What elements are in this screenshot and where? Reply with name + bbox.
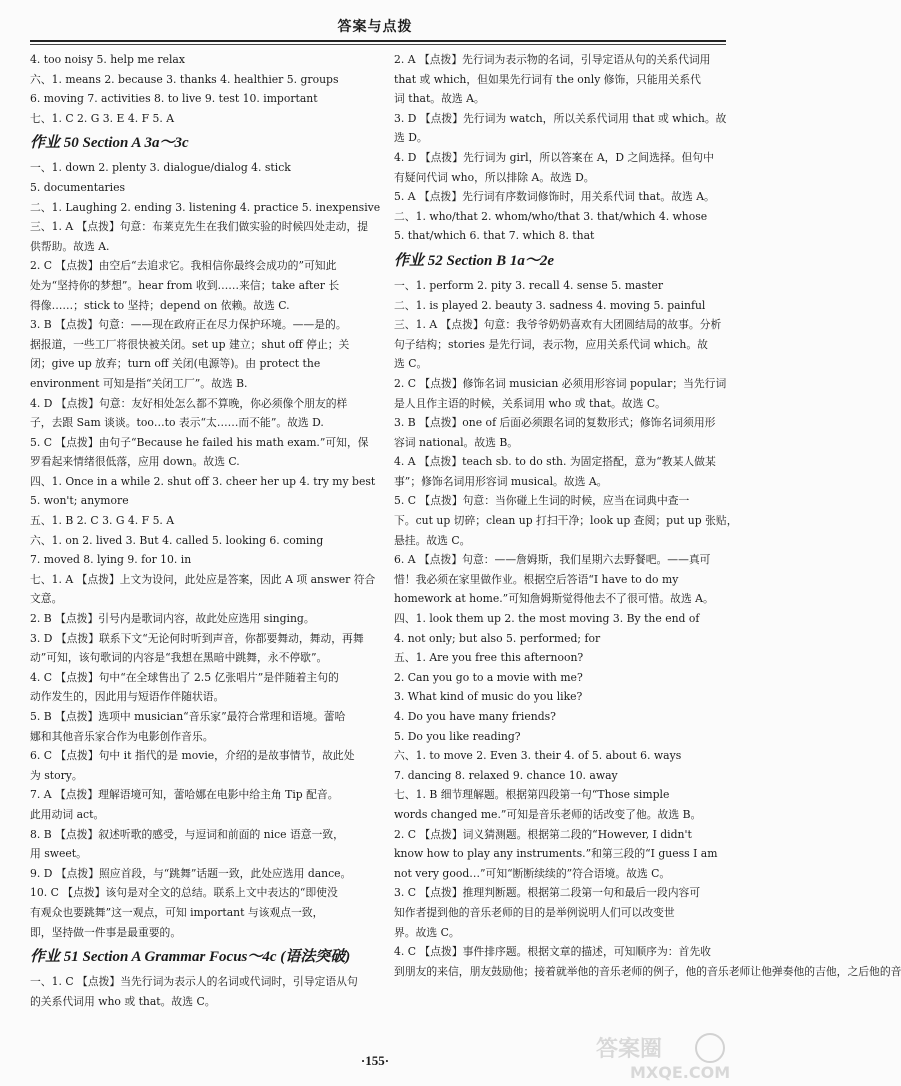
answer-line: 闭；give up 放弃；turn off 关闭(电源等)。由 protect the — [30, 357, 321, 371]
answer-line: 词 that。故选 A。 — [394, 92, 485, 106]
answer-line: 选 D。 — [394, 131, 428, 145]
answer-line: 4. D 【点拨】先行词为 girl，所以答案在 A，D 之间选择。但句中 — [394, 150, 714, 164]
answer-line: 2. C 【点拨】由空后“去追求它。我相信你最终会成功的”可知此 — [30, 259, 337, 273]
answer-line: 二、1. Laughing 2. ending 3. listening 4. practice 5. inexpensive — [30, 200, 381, 214]
right-column — [394, 50, 901, 981]
answer-line: 知作者提到他的音乐老师的目的是举例说明人们可以改变世 — [394, 905, 675, 919]
answer-line: 7. moved 8. lying 9. for 10. in — [30, 553, 192, 567]
answer-line: 界。故选 C。 — [394, 925, 460, 939]
answer-line: 4. A 【点拨】teach sb. to do sth. 为固定搭配，意为“教某人做某 — [394, 455, 716, 469]
answer-line: 4. Do you have many friends? — [394, 710, 556, 723]
answer-line: 处为“坚持你的梦想”。hear from 收到……来信；take after 长 — [30, 278, 340, 292]
answer-line: 娜和其他音乐家合作为电影创作音乐。 — [30, 729, 214, 743]
answer-line: 3. B 【点拨】one of 后面必须跟名词的复数形式；修饰名词须用形 — [394, 416, 716, 430]
answer-line: 2. A 【点拨】先行词为表示物的名词，引导定语从句的关系代词用 — [394, 53, 711, 66]
watermark-logo-icon — [590, 1030, 740, 1082]
answer-line: 6. A 【点拨】句意：——詹姆斯，我们星期六去野餐吧。——真可 — [394, 553, 711, 567]
answer-line: 6. moving 7. activities 8. to live 9. test 10. important — [30, 92, 318, 106]
answer-line: environment 可知是指“关闭工厂”。故选 B. — [30, 376, 248, 390]
answer-line: 惜！我必须在家里做作业。根据空后答语“I have to do my — [394, 572, 679, 586]
answer-line: 文意。 — [30, 592, 63, 606]
header-rule — [30, 40, 726, 42]
answer-line: 句子结构；stories 是先行词，表示物，应用关系代词 which。故 — [394, 337, 708, 351]
answer-line: not very good…”可知“断断续续的”符合语境。故选 C。 — [394, 866, 671, 880]
section-heading: 作业 50 Section A 3a～3c — [30, 135, 189, 152]
answer-line: 动”可知，该句歌词的内容是“我想在黑暗中跳舞，永不停歇”。 — [30, 651, 328, 665]
answer-line: 七、1. A 【点拨】上文为设问，此处应是答案，因此 A 项 answer 符合 — [30, 572, 376, 586]
answer-line: 三、1. A 【点拨】句意：我爷爷奶奶喜欢有大团圆结局的故事。分析 — [394, 318, 722, 332]
answer-line: know how to play any instruments.”和第三段的“I guess I am — [394, 847, 718, 861]
answer-line: 容词 national。故选 B。 — [394, 435, 519, 449]
left-column — [30, 50, 381, 1011]
answer-line: 5. C 【点拨】由句子“Because he failed his math exam.”可知，保 — [30, 435, 369, 449]
answer-line: 4. not only; but also 5. performed; for — [394, 631, 601, 645]
svg-text:答案圈: 答案圈 — [596, 1037, 663, 1062]
answer-line: 7. dancing 8. relaxed 9. chance 10. away — [394, 768, 618, 782]
answer-line: 5. Do you like reading? — [394, 729, 521, 743]
answer-line: 7. A 【点拨】理解语境可知，蕾哈娜在电影中给主角 Tip 配音。 — [30, 788, 339, 802]
answer-line: 二、1. is played 2. beauty 3. sadness 4. moving 5. painful — [394, 298, 706, 312]
answer-line: 有疑问代词 who，所以排除 A。故选 D。 — [394, 170, 595, 184]
answer-line: 的关系代词用 who 或 that。故选 C。 — [30, 994, 216, 1008]
answer-line: 4. C 【点拨】事件排序题。根据文章的描述，可知顺序为：首先收 — [394, 945, 711, 959]
answer-line: 动作发生的，因此用与短语作伴随状语。 — [30, 690, 225, 704]
answer-line: 3. C 【点拨】推理判断题。根据第二段第一句和最后一段内容可 — [394, 886, 701, 900]
answer-line: 3. D 【点拨】先行词为 watch，所以关系代词用 that 或 which。故 — [394, 111, 727, 125]
answer-line: 9. D 【点拨】照应首段，与“跳舞”话题一致，此处应选用 dance。 — [30, 866, 352, 880]
answer-line: 得像……；stick to 坚持；depend on 依赖。故选 C. — [30, 298, 290, 312]
answer-line: 5. A 【点拨】先行词有序数词修饰时，用关系代词 that。故选 A。 — [394, 190, 715, 204]
answer-line: 五、1. Are you free this afternoon? — [394, 651, 584, 665]
section-heading: 作业 51 Section A Grammar Focus～4c (语法突破) — [30, 949, 351, 966]
answer-line: 3. B 【点拨】句意：——现在政府正在尽力保护环境。——是的。 — [30, 318, 347, 332]
answer-line: 2. C 【点拨】修饰名词 musician 必须用形容词 popular；当先行词 — [394, 376, 727, 390]
answer-line: 罗看起来情绪很低落，应用 down。故选 C. — [30, 455, 240, 469]
answer-line: 选 C。 — [394, 357, 428, 371]
answer-line: 2. B 【点拨】引号内是歌词内容，故此处应选用 singing。 — [30, 612, 315, 626]
answer-line: 4. C 【点拨】句中“在全球售出了 2.5 亿张唱片”是伴随着主句的 — [30, 670, 339, 684]
svg-text:MXQE.COM: MXQE.COM — [630, 1063, 731, 1082]
answer-line: 二、1. who/that 2. whom/who/that 3. that/which 4. whose — [394, 209, 708, 223]
answer-line: 3. What kind of music do you like? — [394, 690, 583, 704]
answer-line: 一、1. perform 2. pity 3. recall 4. sense 5. master — [394, 278, 664, 292]
answer-line: 即，坚持做一件事是最重要的。 — [30, 925, 182, 939]
answer-line: 5. won't; anymore — [30, 494, 129, 508]
answer-line: 5. documentaries — [30, 180, 126, 194]
answer-line: 5. that/which 6. that 7. which 8. that — [394, 229, 595, 243]
answer-line: 5. B 【点拨】选项中 musician“音乐家”最符合常理和语境。蕾哈 — [30, 710, 346, 723]
answer-line: 四、1. look them up 2. the most moving 3. By the end of — [394, 612, 700, 626]
answer-line: 2. Can you go to a movie with me? — [394, 670, 583, 684]
answer-line: 六、1. means 2. because 3. thanks 4. healthier 5. groups — [30, 72, 339, 86]
answer-line: 一、1. down 2. plenty 3. dialogue/dialog 4. stick — [30, 161, 291, 175]
answer-line: 供帮助。故选 A. — [30, 239, 110, 253]
answer-line: words changed me.”可知是音乐老师的话改变了他。故选 B。 — [394, 807, 702, 821]
answer-line: 为 story。 — [30, 768, 83, 782]
answer-line: 4. D 【点拨】句意：友好相处怎么都不算晚，你必须像个朋友的样 — [30, 396, 348, 410]
answer-line: 悬挂。故选 C。 — [394, 533, 471, 547]
answer-line: 6. C 【点拨】句中 it 指代的是 movie，介绍的是故事情节，故此处 — [30, 749, 355, 763]
page-header: 答案与点拨 — [337, 19, 413, 35]
answer-line: that 或 which，但如果先行词有 the only 修饰，只能用关系代 — [394, 72, 701, 86]
answer-line: 七、1. B 细节理解题。根据第四段第一句“Those simple — [394, 788, 670, 802]
answer-line: 3. D 【点拨】联系下文“无论何时听到声音，你都要舞动，舞动，再舞 — [30, 631, 364, 645]
answer-line: 一、1. C 【点拨】当先行词为表示人的名词或代词时，引导定语从句 — [30, 975, 358, 989]
answer-line: 8. B 【点拨】叙述听歌的感受，与逗词和前面的 nice 语意一致， — [30, 827, 344, 841]
answer-line: 子，去跟 Sam 谈谈。too…to 表示“太……而不能”。故选 D. — [30, 416, 324, 430]
answer-line: 七、1. C 2. G 3. E 4. F 5. A — [30, 111, 175, 125]
answer-line: 六、1. on 2. lived 3. But 4. called 5. looking 6. coming — [30, 533, 324, 547]
page-number: ·155· — [360, 1053, 390, 1068]
answer-line: homework at home.”可知詹姆斯觉得他去不了很可惜。故选 A。 — [394, 592, 714, 606]
answer-line: 到朋友的来信，朋友鼓励他；接着就举他的音乐老师的例子，他的音乐老师让他弹奏他的吉他，之后他的音 — [394, 964, 901, 978]
answer-line: 10. C 【点拨】该句是对全文的总结。联系上文中表达的“即使没 — [30, 886, 338, 900]
answer-line: 据报道，一些工厂将很快被关闭。set up 建立；shut off 停止；关 — [30, 337, 350, 351]
answer-line: 三、1. A 【点拨】句意：布莱克先生在我们做实验的时候四处走动，提 — [30, 220, 369, 234]
answer-line: 六、1. to move 2. Even 3. their 4. of 5. about 6. ways — [394, 749, 682, 763]
answer-line: 四、1. Once in a while 2. shut off 3. cheer her up 4. try my best — [30, 474, 376, 488]
answer-line: 下。cut up 切碎；clean up 打扫干净；look up 查阅；put up 张贴， — [394, 514, 738, 528]
answer-line: 此用动词 act。 — [30, 807, 105, 821]
header-rule-thin — [30, 44, 726, 45]
section-heading: 作业 52 Section B 1a～2e — [394, 252, 554, 269]
answer-line: 是人且作主语的时候，关系词用 who 或 that。故选 C。 — [394, 396, 666, 410]
answer-line: 5. C 【点拨】句意：当你碰上生词的时候，应当在词典中查一 — [394, 494, 690, 508]
answer-line: 用 sweet。 — [30, 847, 87, 861]
answer-line: 五、1. B 2. C 3. G 4. F 5. A — [30, 514, 175, 528]
answer-line: 2. C 【点拨】词义猜测题。根据第二段的“However, I didn't — [394, 827, 692, 841]
answer-line: 事”；修饰名词用形容词 musical。故选 A。 — [394, 474, 608, 488]
answer-line: 4. too noisy 5. help me relax — [30, 53, 185, 66]
answer-line: 有观众也要跳舞”这一观点，可知 important 与该观点一致， — [30, 905, 324, 919]
